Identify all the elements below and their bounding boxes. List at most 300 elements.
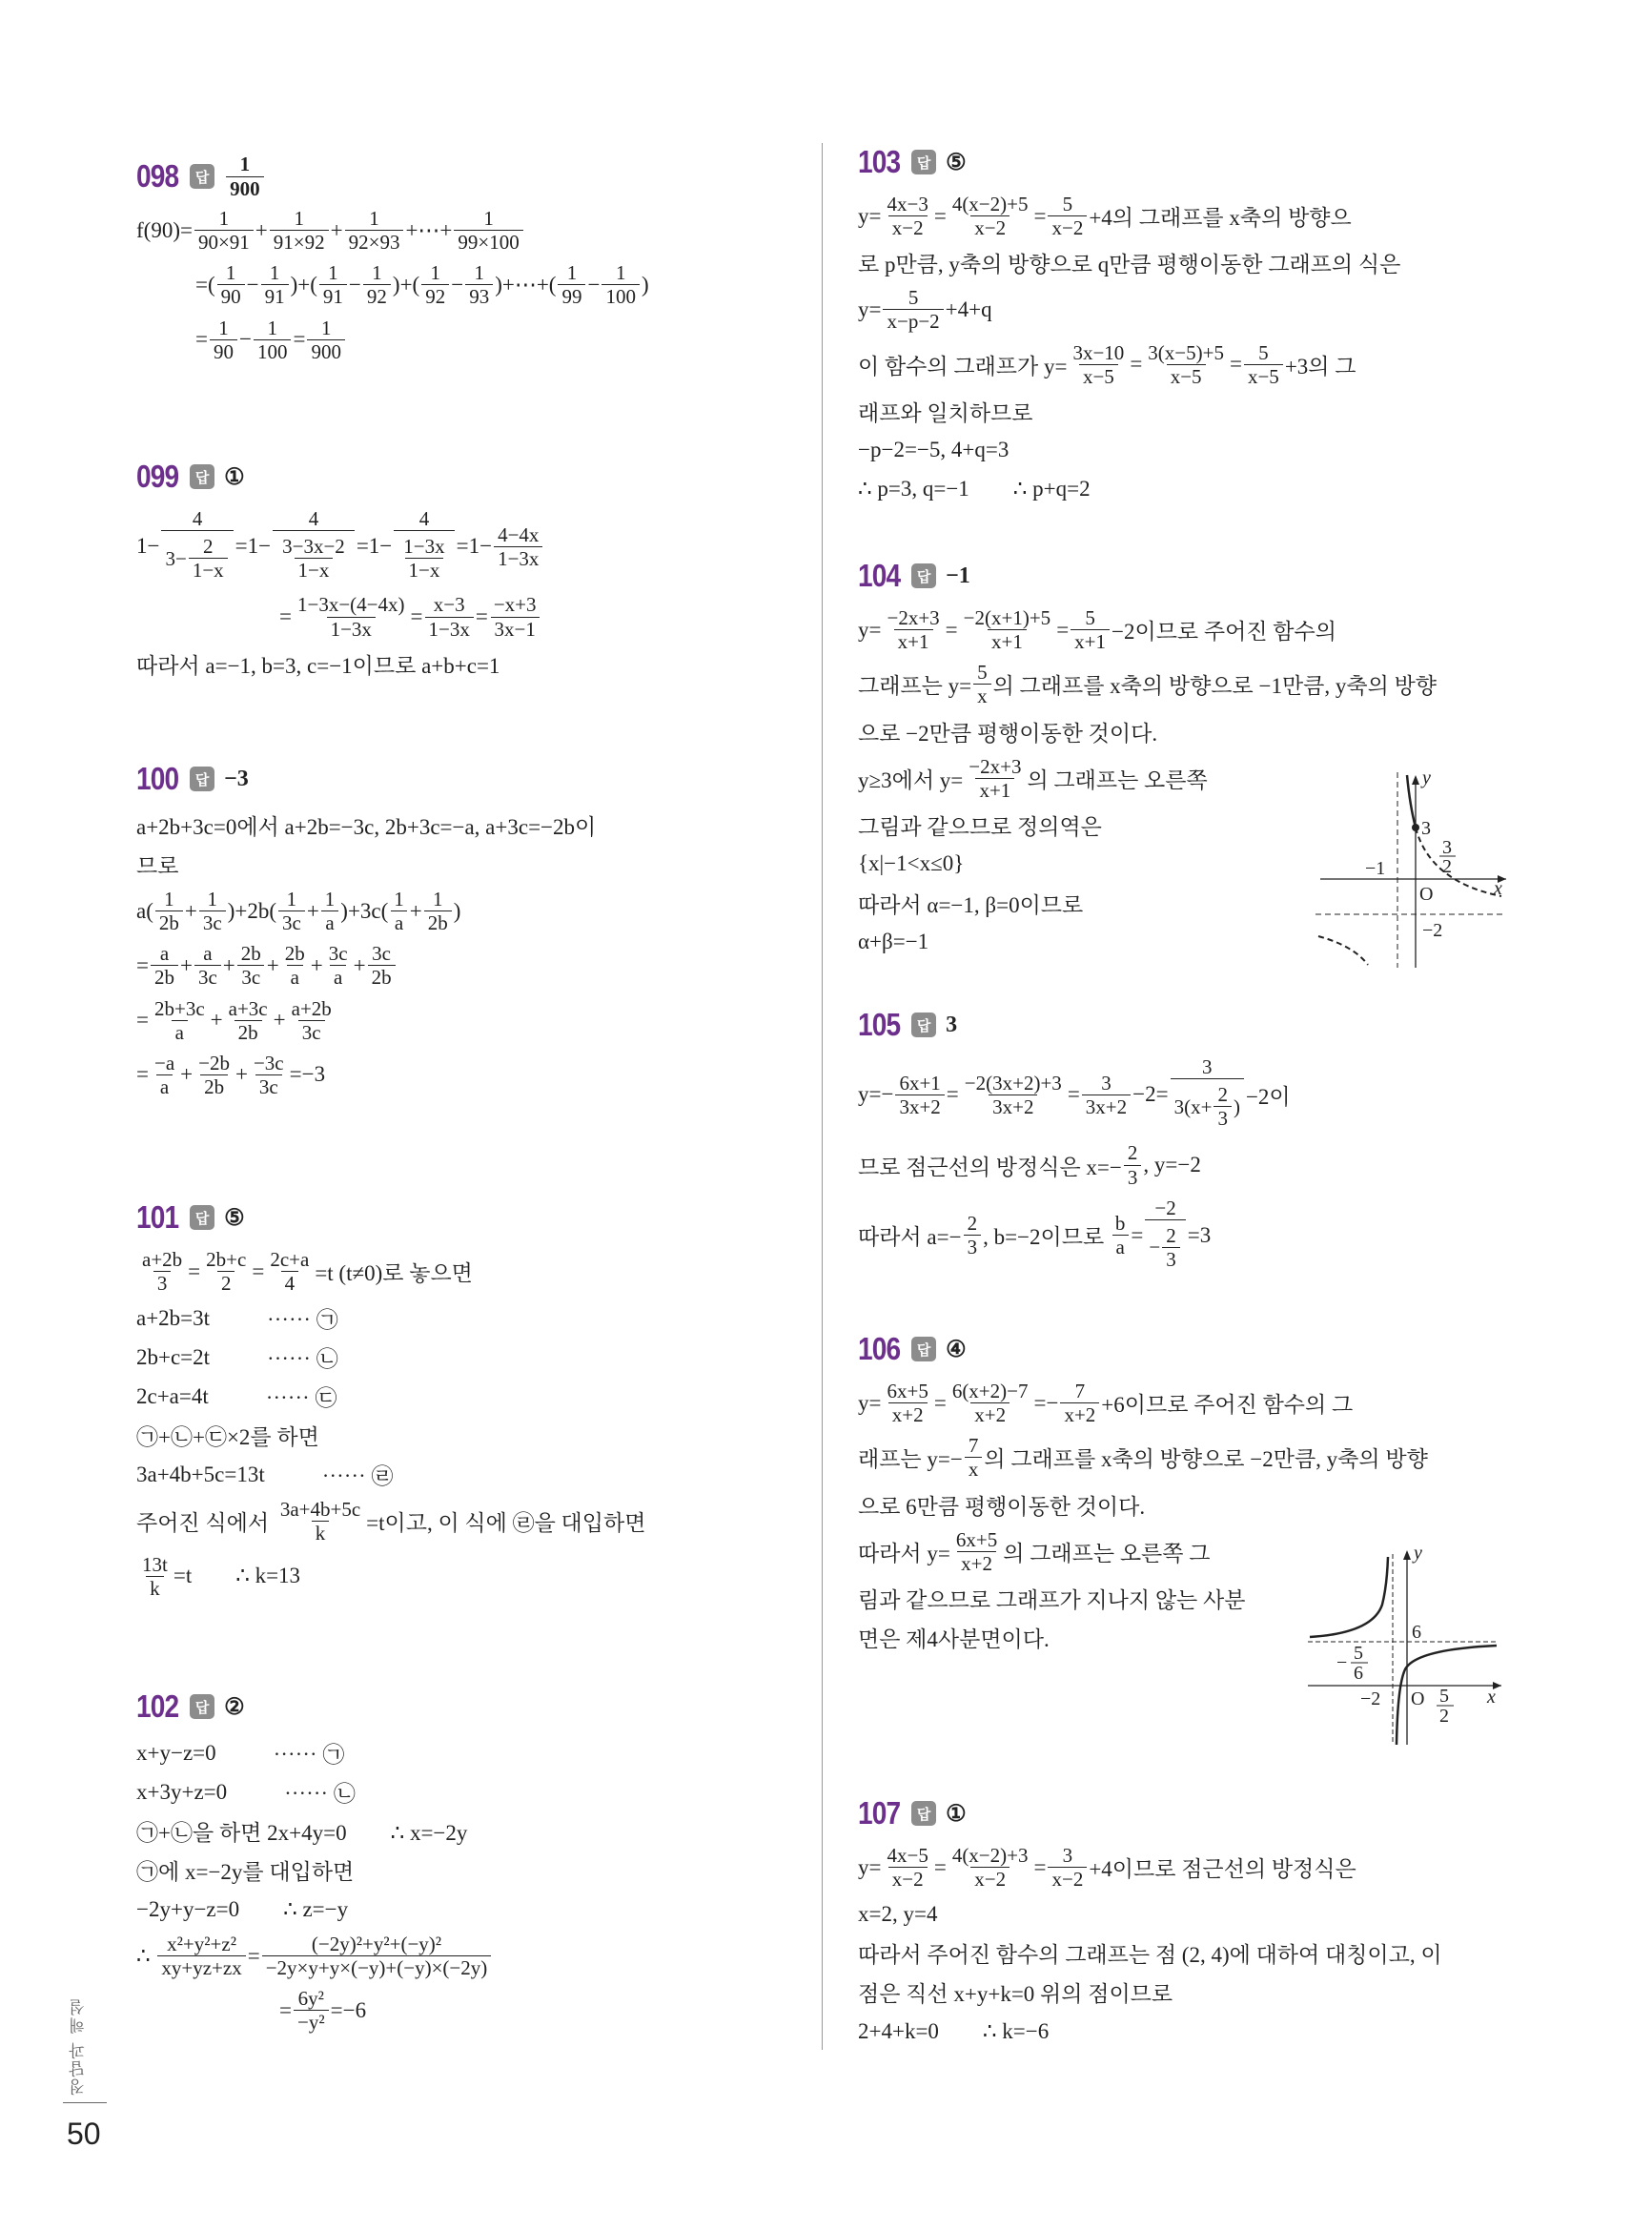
math-text: a+3c bbox=[228, 996, 268, 1020]
fraction bbox=[1214, 1083, 1232, 1130]
math-text: 2 bbox=[220, 1272, 232, 1296]
math-text: a bbox=[159, 1074, 170, 1098]
math-text: 1 bbox=[267, 316, 277, 339]
solution-line bbox=[136, 1851, 804, 1890]
math-text: 2 bbox=[1217, 1083, 1228, 1107]
math-text: 1−3x bbox=[428, 617, 470, 641]
solution-line bbox=[136, 1772, 804, 1811]
math-text: a bbox=[203, 942, 213, 966]
math-text: 4 bbox=[308, 507, 319, 530]
solution-line bbox=[858, 392, 1516, 431]
fraction-numerator bbox=[308, 1933, 445, 1955]
math-text: x+1 bbox=[897, 630, 929, 654]
fraction-numerator bbox=[612, 261, 630, 284]
solution-line bbox=[858, 1485, 1516, 1524]
fraction bbox=[1244, 341, 1283, 388]
fraction bbox=[254, 317, 292, 363]
math-text: −2(3x+2)+3 bbox=[964, 1071, 1062, 1095]
fraction bbox=[1162, 1224, 1180, 1271]
math-text: 3x−1 bbox=[494, 617, 536, 641]
math-text: 5 bbox=[1062, 193, 1073, 215]
math-text: 래프와 일치하므로 bbox=[858, 400, 1033, 425]
fraction-denominator bbox=[319, 284, 347, 308]
solution-line bbox=[136, 884, 804, 938]
math-text: 3(x−5)+5 bbox=[1148, 340, 1224, 364]
math-text: ㉠+㉡+㉢×2를 하면 bbox=[136, 1425, 319, 1450]
math-text: −x+3 bbox=[493, 593, 537, 617]
fraction-denominator bbox=[294, 2010, 329, 2034]
fraction-denominator bbox=[295, 558, 334, 582]
math-text: a bbox=[325, 911, 335, 935]
math-text: ② bbox=[224, 1694, 245, 1720]
math-text: xy+yz+zx bbox=[161, 1956, 242, 1980]
x-intercept-denominator: 2 bbox=[1442, 856, 1452, 877]
math-text: =t이고, 이 식에 ㉣을 대입하면 bbox=[366, 1511, 646, 1536]
math-text: 2 bbox=[1166, 1223, 1176, 1247]
fraction-denominator bbox=[287, 965, 303, 989]
problem-number: 105 bbox=[858, 1007, 901, 1042]
math-text: + bbox=[266, 952, 279, 977]
fraction bbox=[952, 1528, 1001, 1575]
fraction-numerator bbox=[266, 261, 284, 284]
answer-value bbox=[224, 1204, 245, 1232]
fraction bbox=[261, 261, 289, 308]
fraction-denominator bbox=[363, 284, 391, 308]
math-text: 3 bbox=[1202, 1055, 1213, 1078]
problem-number: 107 bbox=[858, 1795, 901, 1831]
fraction bbox=[394, 507, 454, 585]
fraction-numerator bbox=[390, 888, 408, 910]
x-intercept-numerator: 5 bbox=[1354, 1643, 1363, 1664]
fraction-numerator bbox=[960, 606, 1055, 629]
math-text: 2 bbox=[1127, 1141, 1138, 1165]
fraction-numerator bbox=[1112, 1212, 1130, 1235]
math-text: =1− bbox=[456, 534, 493, 559]
math-text: 3a+4b+5c=13t bbox=[136, 1462, 265, 1486]
math-text: −2x+3 bbox=[887, 606, 940, 629]
answer-badge: 답 bbox=[190, 164, 214, 189]
answer-badge: 답 bbox=[911, 1801, 936, 1826]
solution-line bbox=[858, 712, 1516, 751]
math-text: y=− bbox=[858, 1082, 894, 1107]
fraction-numerator bbox=[883, 606, 943, 629]
fraction bbox=[270, 207, 329, 254]
math-text: 100 bbox=[256, 339, 288, 363]
math-text: x−5 bbox=[1082, 364, 1114, 388]
math-text: 4 bbox=[284, 1272, 296, 1296]
math-text: 점은 직선 x+y+k=0 위의 점이므로 bbox=[858, 1982, 1173, 2007]
math-text: 1−3x bbox=[403, 535, 445, 559]
math-text: ① bbox=[224, 464, 245, 490]
problem-number: 103 bbox=[858, 144, 901, 179]
math-text: a bbox=[394, 911, 404, 935]
fraction-numerator bbox=[237, 942, 265, 965]
solution-line bbox=[136, 1983, 804, 2037]
solution-line bbox=[136, 806, 804, 845]
x-intercept-numerator: 3 bbox=[1442, 837, 1452, 858]
fraction-numerator bbox=[317, 317, 336, 339]
problem-header bbox=[136, 758, 804, 800]
fraction-denominator bbox=[172, 1020, 188, 1044]
math-text: = bbox=[136, 952, 149, 977]
math-text: 의 그래프를 x축의 방향으로 −2만큼, y축의 방향 bbox=[984, 1447, 1428, 1472]
fraction-numerator bbox=[163, 1933, 240, 1955]
math-text: ) bbox=[1233, 1095, 1240, 1118]
math-text: 1−3x bbox=[330, 617, 372, 641]
solution-line bbox=[858, 282, 1516, 337]
problem-102 bbox=[136, 1686, 804, 2038]
fraction-denominator bbox=[194, 230, 254, 254]
fraction bbox=[237, 942, 265, 989]
fraction-numerator bbox=[250, 1052, 288, 1074]
math-text: = bbox=[1056, 617, 1070, 642]
math-text: + bbox=[353, 952, 366, 977]
fraction bbox=[157, 1933, 245, 1979]
fraction-numerator bbox=[324, 261, 342, 284]
math-text: 3 bbox=[1127, 1165, 1138, 1189]
fraction-numerator bbox=[895, 1072, 944, 1095]
math-text: 4(x−2)+5 bbox=[951, 193, 1029, 215]
solution-line bbox=[858, 603, 1516, 657]
math-text: 2b bbox=[240, 942, 261, 966]
math-text: 3c bbox=[197, 966, 217, 990]
fraction bbox=[1060, 1380, 1099, 1426]
math-text: 2b bbox=[153, 966, 174, 990]
asymptote-x-label: −2 bbox=[1360, 1688, 1381, 1709]
math-text: =( bbox=[195, 272, 215, 297]
fraction bbox=[948, 1844, 1032, 1891]
fraction-denominator bbox=[345, 230, 404, 254]
solution-line bbox=[858, 189, 1516, 243]
fraction-denominator bbox=[262, 1955, 492, 1979]
fraction bbox=[194, 942, 221, 989]
problem-number: 106 bbox=[858, 1331, 901, 1366]
fraction-numerator bbox=[1059, 1844, 1077, 1867]
fraction-numerator bbox=[1081, 606, 1099, 629]
fraction-numerator bbox=[294, 593, 409, 616]
math-text: −2이므로 주어진 함수의 bbox=[1112, 620, 1336, 644]
fraction-numerator bbox=[202, 1248, 250, 1271]
solution-line bbox=[136, 503, 804, 589]
fraction bbox=[883, 606, 943, 653]
fraction-denominator bbox=[199, 910, 226, 934]
math-text: b bbox=[1114, 1212, 1126, 1236]
solution-line bbox=[858, 1894, 1516, 1933]
math-text: −3c bbox=[253, 1051, 284, 1074]
fraction bbox=[965, 1434, 983, 1481]
fraction-numerator bbox=[199, 535, 217, 558]
fraction-denominator bbox=[1079, 364, 1118, 388]
math-text: 1 bbox=[483, 207, 494, 230]
math-text: − bbox=[348, 272, 361, 297]
problem-101 bbox=[136, 1197, 804, 1604]
math-text: 4(x−2)+3 bbox=[951, 1844, 1029, 1867]
fraction-denominator bbox=[957, 1551, 996, 1575]
math-text: x−2 bbox=[1051, 1868, 1084, 1892]
fraction bbox=[895, 1072, 944, 1118]
math-text: ㉠+㉡을 하면 2x+4y=0 ∴ x=−2y bbox=[136, 1821, 468, 1845]
math-text: 900 bbox=[230, 176, 260, 200]
solution-line bbox=[858, 338, 1516, 392]
math-text: −2b bbox=[198, 1051, 230, 1074]
fraction-numerator bbox=[1069, 341, 1128, 364]
math-text: 1 bbox=[218, 207, 230, 230]
fraction bbox=[424, 888, 452, 934]
math-text: +4이므로 점근선의 방정식은 bbox=[1089, 1857, 1356, 1882]
answer-badge: 답 bbox=[911, 1337, 936, 1361]
fraction-denominator bbox=[883, 309, 943, 333]
fraction-numerator bbox=[225, 997, 272, 1020]
y-axis-label: y bbox=[1414, 1543, 1422, 1564]
fraction-numerator bbox=[215, 207, 234, 230]
fraction-numerator bbox=[138, 1248, 186, 1271]
math-text: 이 함수의 그래프가 y= bbox=[858, 354, 1068, 378]
fraction bbox=[321, 888, 339, 934]
math-text: 6x+5 bbox=[887, 1380, 928, 1402]
math-text: 4 bbox=[418, 507, 430, 530]
fraction-denominator bbox=[494, 546, 542, 570]
math-text: 13t bbox=[142, 1552, 168, 1576]
fraction-numerator bbox=[1144, 341, 1228, 364]
math-text: {x|−1<x≤0} bbox=[858, 851, 965, 876]
fraction-denominator bbox=[1162, 1247, 1180, 1271]
math-text: x+3y+z=0 bbox=[136, 1779, 228, 1804]
fraction-denominator bbox=[298, 1020, 325, 1044]
answer-value bbox=[224, 1693, 245, 1721]
math-text: 3c bbox=[202, 911, 222, 935]
math-text: 4 bbox=[192, 507, 203, 530]
fraction-denominator bbox=[156, 1074, 173, 1098]
math-text: + bbox=[222, 952, 235, 977]
math-text: 1 bbox=[324, 888, 336, 910]
fraction-denominator bbox=[970, 1402, 1010, 1426]
solution-line bbox=[136, 845, 804, 884]
math-text: x bbox=[968, 1458, 979, 1482]
fraction bbox=[454, 207, 522, 254]
solution-line bbox=[136, 1733, 804, 1772]
math-text: 91×92 bbox=[273, 231, 325, 255]
math-text: 4x−5 bbox=[887, 1844, 928, 1867]
equation-tag: ⋯⋯ ㉠ bbox=[273, 1743, 345, 1767]
problem-number: 098 bbox=[136, 158, 179, 194]
math-text: 3x+2 bbox=[1085, 1095, 1128, 1118]
solution-line bbox=[136, 1048, 804, 1102]
fraction bbox=[490, 593, 540, 640]
math-text: 3(x+ bbox=[1173, 1095, 1213, 1118]
fraction-denominator bbox=[988, 629, 1027, 653]
fraction bbox=[202, 1248, 250, 1295]
problem-105 bbox=[858, 1004, 1516, 1279]
fraction-numerator bbox=[305, 507, 323, 530]
fraction bbox=[1144, 341, 1228, 388]
fraction bbox=[421, 261, 449, 308]
origin-label: O bbox=[1419, 884, 1434, 905]
math-text: +3의 그 bbox=[1284, 354, 1356, 378]
math-text: 3c bbox=[301, 1020, 321, 1044]
math-text: 1 bbox=[207, 888, 218, 910]
math-text: x²+y²+z² bbox=[167, 1933, 236, 1955]
fraction-numerator bbox=[490, 593, 540, 616]
fraction-numerator bbox=[964, 1212, 982, 1235]
fraction-denominator bbox=[255, 1074, 282, 1098]
math-text: a bbox=[334, 966, 343, 990]
fraction-denominator bbox=[312, 1521, 330, 1545]
fraction bbox=[425, 593, 474, 640]
y-axis-arrow-icon bbox=[1412, 775, 1419, 785]
fraction-numerator bbox=[1198, 1055, 1216, 1078]
fraction-denominator bbox=[1244, 364, 1283, 388]
fraction-denominator bbox=[368, 965, 396, 989]
solution-line bbox=[858, 243, 1516, 282]
fraction-denominator bbox=[1145, 1219, 1185, 1275]
fraction bbox=[210, 317, 237, 363]
math-text: 3a+4b+5c bbox=[279, 1498, 361, 1522]
math-text: ∴ bbox=[136, 1943, 156, 1968]
fraction-numerator bbox=[365, 207, 383, 230]
math-text: − bbox=[587, 272, 601, 297]
fraction-numerator bbox=[1071, 1380, 1090, 1402]
fraction bbox=[399, 535, 448, 582]
math-text: = bbox=[252, 1258, 265, 1283]
math-text: 3c bbox=[258, 1074, 278, 1098]
math-text: ① bbox=[946, 1801, 967, 1827]
fraction-numerator bbox=[204, 888, 222, 910]
math-text: = bbox=[279, 1997, 292, 2022]
fraction bbox=[465, 261, 493, 308]
math-text: 의 그래프는 오른쪽 그 bbox=[1003, 1541, 1211, 1565]
math-text: + bbox=[179, 952, 193, 977]
fraction-denominator bbox=[405, 558, 444, 582]
solution-line bbox=[136, 1377, 804, 1416]
math-text: y= bbox=[858, 617, 882, 642]
fraction-numerator bbox=[1214, 1083, 1232, 1106]
fraction-denominator bbox=[491, 617, 540, 641]
problem-header bbox=[136, 1197, 804, 1238]
fraction-denominator bbox=[200, 1074, 228, 1098]
math-text: = bbox=[1033, 1854, 1047, 1879]
math-text: 의 그래프는 오른쪽 bbox=[1027, 767, 1208, 792]
math-text: x−2 bbox=[891, 216, 924, 240]
math-text: −2= bbox=[1132, 1082, 1169, 1107]
math-text: = bbox=[933, 203, 947, 228]
math-text: 2b+c=2t bbox=[136, 1344, 211, 1369]
math-text: −y² bbox=[296, 2011, 325, 2035]
math-text: 5 bbox=[1258, 340, 1269, 364]
math-text: 3 bbox=[946, 1012, 958, 1037]
fraction-denominator bbox=[888, 215, 928, 239]
fraction-numerator bbox=[288, 997, 336, 1020]
fraction-denominator bbox=[278, 910, 305, 934]
math-text: 1− bbox=[136, 534, 160, 559]
fraction-numerator bbox=[160, 888, 178, 910]
math-text: 2b bbox=[237, 1020, 258, 1044]
math-text: a+2b bbox=[142, 1248, 183, 1271]
math-text: x=2, y=4 bbox=[858, 1901, 938, 1926]
fraction-denominator bbox=[602, 284, 640, 308]
math-text: 3 bbox=[1062, 1844, 1073, 1867]
fraction-numerator bbox=[189, 507, 207, 530]
fraction-denominator bbox=[989, 1095, 1037, 1118]
math-text: −p−2=−5, 4+q=3 bbox=[858, 438, 1010, 462]
fraction bbox=[1048, 193, 1087, 239]
fraction bbox=[307, 317, 345, 363]
math-text: −2x+3 bbox=[969, 754, 1022, 778]
math-text: ) bbox=[641, 272, 649, 297]
fraction-denominator bbox=[254, 339, 292, 363]
problem-header bbox=[136, 153, 804, 200]
asymptote-x-label: −1 bbox=[1365, 858, 1386, 879]
math-text: 1 bbox=[615, 261, 626, 285]
y-axis-label: y bbox=[1422, 767, 1431, 788]
answer-value bbox=[946, 1013, 957, 1038]
math-text: −2이 bbox=[1245, 1084, 1291, 1109]
fraction-numerator bbox=[479, 207, 498, 230]
solution-line bbox=[136, 1890, 804, 1929]
answer-badge: 답 bbox=[190, 464, 214, 489]
math-text: 3 bbox=[967, 1236, 978, 1259]
math-text: 92 bbox=[366, 285, 387, 309]
fraction-numerator bbox=[1254, 341, 1273, 364]
math-text: y= bbox=[858, 203, 882, 228]
fraction-denominator bbox=[424, 910, 452, 934]
fraction bbox=[217, 261, 245, 308]
math-text: 100 bbox=[605, 285, 636, 309]
math-text: 1 bbox=[372, 261, 382, 285]
problem-103 bbox=[858, 141, 1516, 509]
answer-value bbox=[946, 563, 970, 589]
fraction-numerator bbox=[494, 523, 542, 546]
math-text: x−3 bbox=[433, 593, 465, 617]
fraction-numerator bbox=[278, 535, 349, 558]
solution-line bbox=[858, 1193, 1516, 1279]
math-text: 1 bbox=[369, 207, 379, 230]
math-text: α+β=−1 bbox=[858, 930, 929, 954]
solution-line bbox=[136, 1455, 804, 1494]
math-text: 2b bbox=[204, 1074, 225, 1098]
section-label: 정답과 해설 bbox=[70, 1997, 89, 2096]
fraction-denominator bbox=[161, 530, 233, 585]
fraction-denominator bbox=[975, 778, 1014, 802]
math-text: 따라서 y= bbox=[858, 1541, 950, 1565]
y-intercept-denominator: 2 bbox=[1439, 1706, 1449, 1727]
math-text: 1 bbox=[433, 888, 443, 910]
dashed-curve-left bbox=[1318, 936, 1368, 965]
fraction bbox=[964, 1212, 982, 1258]
fraction-numerator bbox=[151, 1052, 178, 1074]
math-text: a bbox=[159, 942, 170, 966]
fraction bbox=[273, 507, 355, 585]
fraction bbox=[960, 606, 1055, 653]
problem-header bbox=[858, 141, 1516, 183]
fraction bbox=[602, 261, 640, 308]
fraction-denominator bbox=[194, 965, 221, 989]
fraction-numerator bbox=[948, 1380, 1032, 1402]
math-text: = bbox=[1033, 203, 1047, 228]
side-rule bbox=[63, 2102, 107, 2103]
answer-badge: 답 bbox=[911, 150, 936, 174]
math-text: 2b bbox=[371, 966, 392, 990]
math-text: 으로 −2만큼 평행이동한 것이다. bbox=[858, 721, 1158, 746]
math-text: = bbox=[136, 1008, 149, 1033]
fraction-denominator bbox=[151, 965, 178, 989]
math-text: 90×91 bbox=[197, 231, 250, 255]
math-text: 99×100 bbox=[458, 231, 520, 255]
fraction-numerator bbox=[416, 507, 434, 530]
column-divider bbox=[822, 143, 823, 2050]
fraction-numerator bbox=[426, 261, 444, 284]
fraction-numerator bbox=[1151, 1197, 1179, 1219]
fraction bbox=[961, 1072, 1066, 1118]
